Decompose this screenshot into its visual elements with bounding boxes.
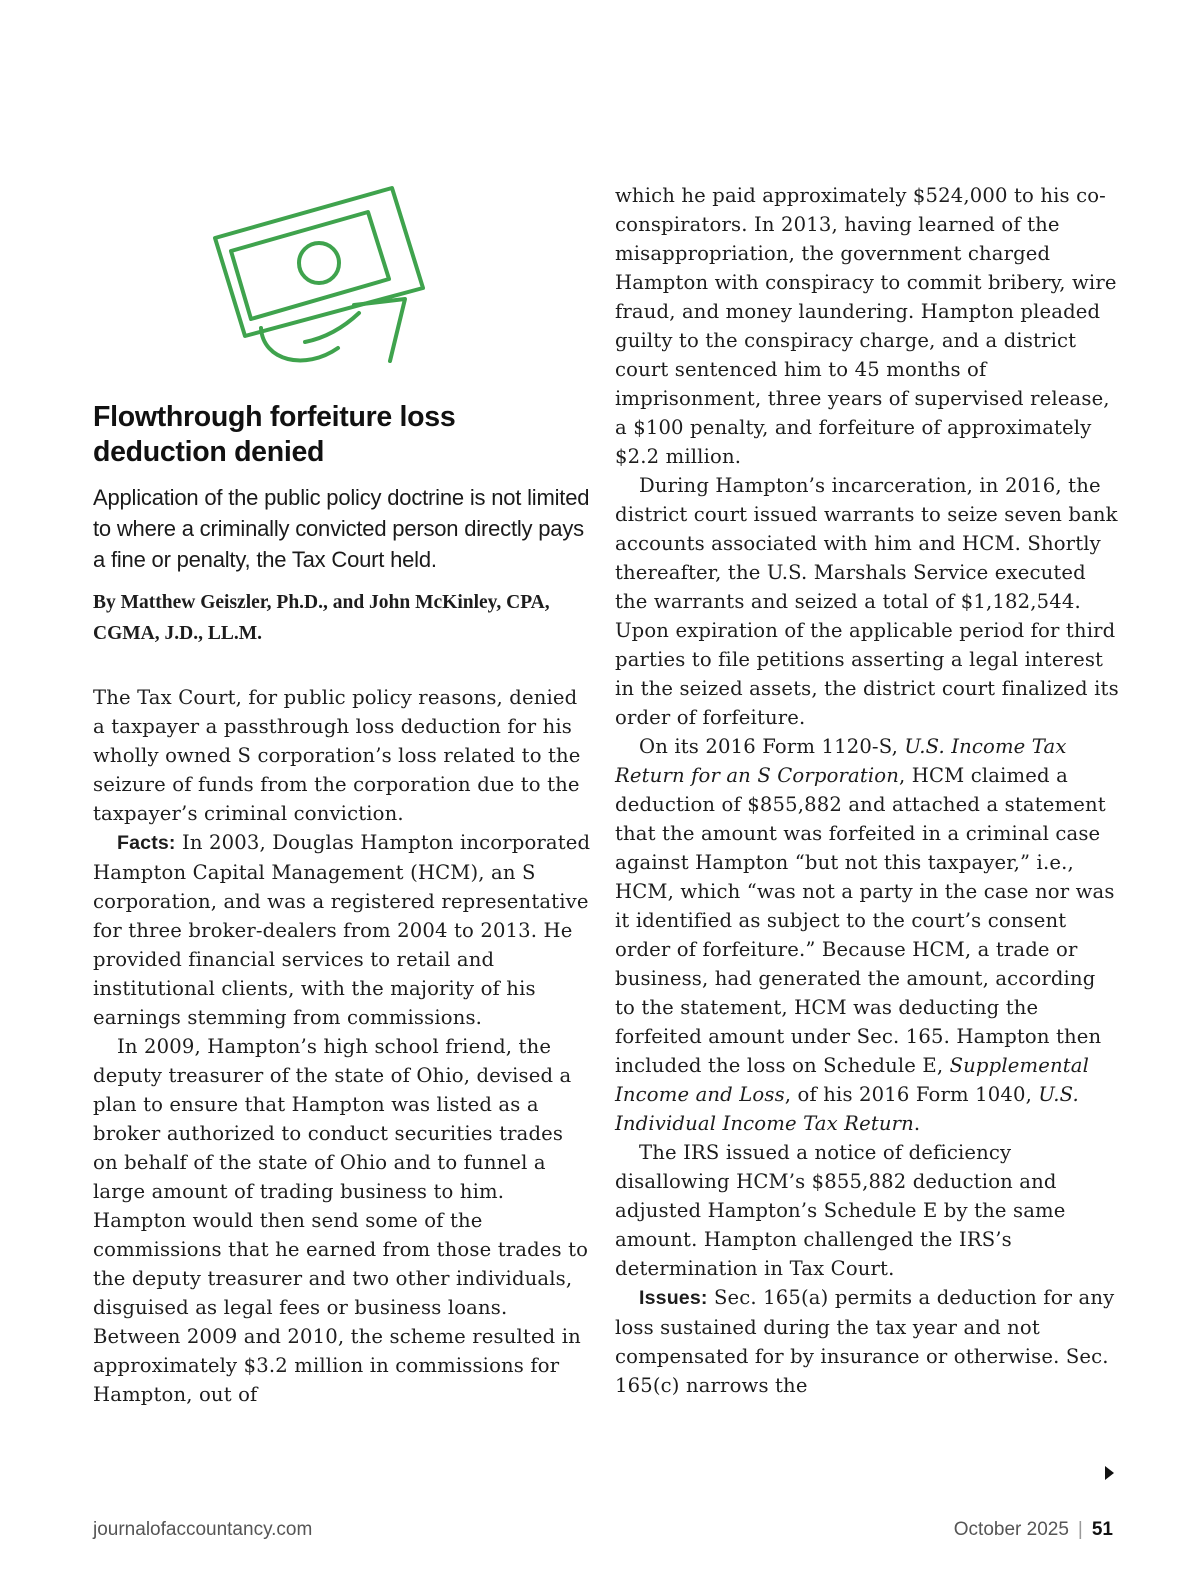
right-column xyxy=(615,181,1120,1400)
continue-arrow-icon xyxy=(1105,1466,1114,1480)
intro-paragraph: The Tax Court, for public policy reasons, denied a taxpayer a passthrough loss deduction for his wholly owned S corporation’s loss related to the seizure of funds from the corporation due to the taxpayer’s criminal conviction. xyxy=(93,686,581,825)
form-text-c: , of his 2016 Form 1040, xyxy=(784,1083,1039,1106)
page-number: 51 xyxy=(1091,1519,1113,1540)
issues-label: Issues: xyxy=(639,1287,708,1309)
form-1040-title: U.S. Individual Income Tax Return xyxy=(615,1083,1079,1135)
article-body-left xyxy=(93,683,593,1409)
continued-paragraph: which he paid approximately $524,000 to his co-conspirators. In 2013, having learned of the misappropriation, the government charged Hampton with conspiracy to commit bribery, wire fraud, and money laundering. Hampton pleaded guilty to the conspiracy charge, and a district court sentenced him to 45 months of imprisonment, three years of supervised release, a $100 penalty, and forfeiture of approximately $2.2 million. xyxy=(615,184,1117,468)
issues-paragraph xyxy=(615,1283,1120,1400)
article-dek: Application of the public policy doctrine is not limited to where a criminally convicted person directly pays a fine or penalty, the Tax Court held. xyxy=(93,485,590,572)
form-1120s-title: U.S. Income Tax Return for an S Corporation xyxy=(615,735,1067,787)
footer-issue-info xyxy=(954,1519,1113,1541)
form-text-b: , HCM claimed a deduction of $855,882 and attached a statement that the amount was forfeited in a criminal case against Hampton “but not this taxpayer,” i.e., HCM, which “was not a party in the case nor was it identified as subject to the court’s consent order of forfeiture.” Because HCM, a trade or business, had generated the amount, according to the statement, HCM was deducting the forfeited amount under Sec. 165. Hampton then included the loss on Schedule E, xyxy=(615,764,1115,1077)
issue-date: October 2025 xyxy=(953,1519,1069,1540)
issues-text: Sec. 165(a) permits a deduction for any loss sustained during the tax year and not compensated for by insurance or otherwise. Sec. 165(c) narrows the xyxy=(615,1286,1115,1397)
facts-text: In 2003, Douglas Hampton incorporated Hampton Capital Management (HCM), an S corporation, and was a registered representative for three broker-dealers from 2004 to 2013. He provided financial services to retail and institutional clients, with the majority of his earnings stemming from commissions. xyxy=(93,831,591,1029)
article-body-right xyxy=(615,181,1120,1400)
footer-separator: | xyxy=(1077,1519,1083,1540)
footer-website: journalofaccountancy.com xyxy=(93,1519,313,1540)
scheme-paragraph: In 2009, Hampton’s high school friend, the deputy treasurer of the state of Ohio, devised a plan to ensure that Hampton was listed as a broker authorized to conduct securities trades on behalf of the state of Ohio and to funnel a large amount of trading business to him. Hampton would then send some of the commissions that he earned from those trades to the deputy treasurer and two other individuals, disguised as legal fees or business loans. Between 2009 and 2010, the scheme resulted in approximately $3.2 million in commissions for Hampton, out of xyxy=(93,1035,589,1406)
facts-paragraph xyxy=(93,828,593,1032)
irs-paragraph: The IRS issued a notice of deficiency disallowing HCM’s $855,882 deduction and adjusted Hampton’s Schedule E by the same amount. Hampton challenged the IRS’s determination in Tax Court. xyxy=(615,1141,1066,1280)
incarceration-paragraph: During Hampton’s incarceration, in 2016, the district court issued warrants to seize seven bank accounts associated with him and HCM. Shortly thereafter, the U.S. Marshals Service executed the warrants and seized a total of $1,182,544. Upon expiration of the applicable period for third parties to file petitions asserting a legal interest in the seized assets, the district court finalized its order of forfeiture. xyxy=(615,474,1119,729)
facts-label: Facts: xyxy=(117,832,176,854)
article-byline: By Matthew Geiszler, Ph.D., and John McKinley, CPA, CGMA, J.D., LL.M. xyxy=(93,592,550,644)
schedule-e-title: Supplemental Income and Loss xyxy=(615,1054,1089,1106)
left-column xyxy=(93,400,593,1409)
article-headline: Flowthrough forfeiture loss deduction denied xyxy=(93,401,456,468)
form-text-end: . xyxy=(913,1112,921,1135)
money-return-icon xyxy=(205,178,430,378)
form-text-a: On its 2016 Form 1120-S, xyxy=(639,735,905,758)
form-paragraph xyxy=(615,732,1120,1138)
